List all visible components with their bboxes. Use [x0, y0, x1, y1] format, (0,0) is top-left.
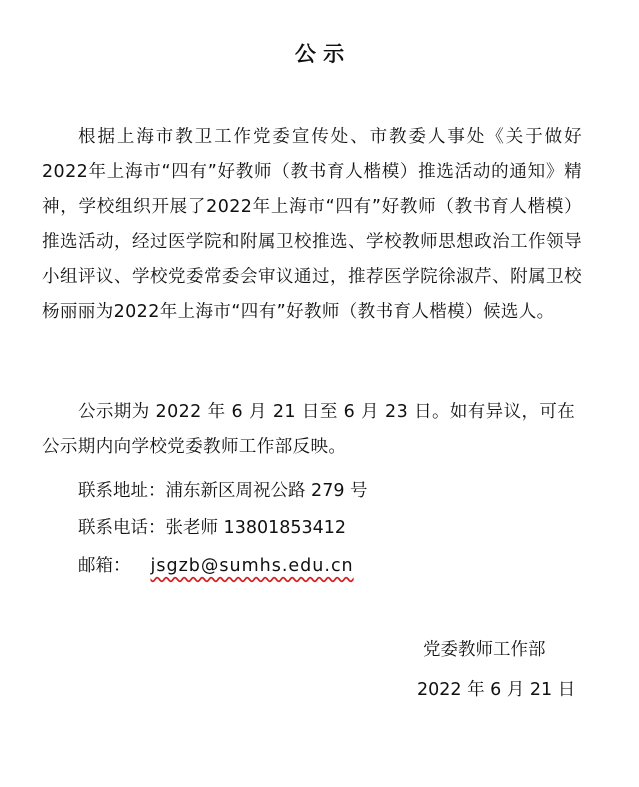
email-address-link[interactable]: jsgzb@sumhs.edu.cn — [150, 556, 354, 576]
contact-phone: 联系电话：张老师 13801853412 — [78, 518, 347, 538]
signature: 党委教师工作部 — [423, 640, 546, 660]
contact-address: 联系地址：浦东新区周祝公路 279 号 — [78, 481, 368, 501]
email-label: 邮箱： — [78, 556, 131, 576]
page-title: 公 示 — [294, 42, 345, 66]
notice-paragraph: 公示期为 2022 年 6 月 21 日至 6 月 23 日。如有异议，可在公示期内向学校党委教师工作部反映。 — [42, 402, 576, 457]
main-paragraph: 根据上海市教卫工作党委宣传处、市教委人事处《关于做好2022年上海市“四有”好教师（教书育人楷模）推选活动的通知》精神，学校组织开展了2022年上海市“四有”好教师（教书育人楷模）推选活动，经过医学院和附属卫校推选、学校教师思想政治工作领导小组评议、学校党委常委会审议通过，推荐医学院徐淑芹、附属卫校杨丽丽为2022年上海市“四有”好教师（教书育人楷模）候选人。 — [42, 127, 582, 322]
contact-email-line — [78, 552, 354, 580]
issue-date: 2022 年 6 月 21 日 — [417, 680, 576, 700]
